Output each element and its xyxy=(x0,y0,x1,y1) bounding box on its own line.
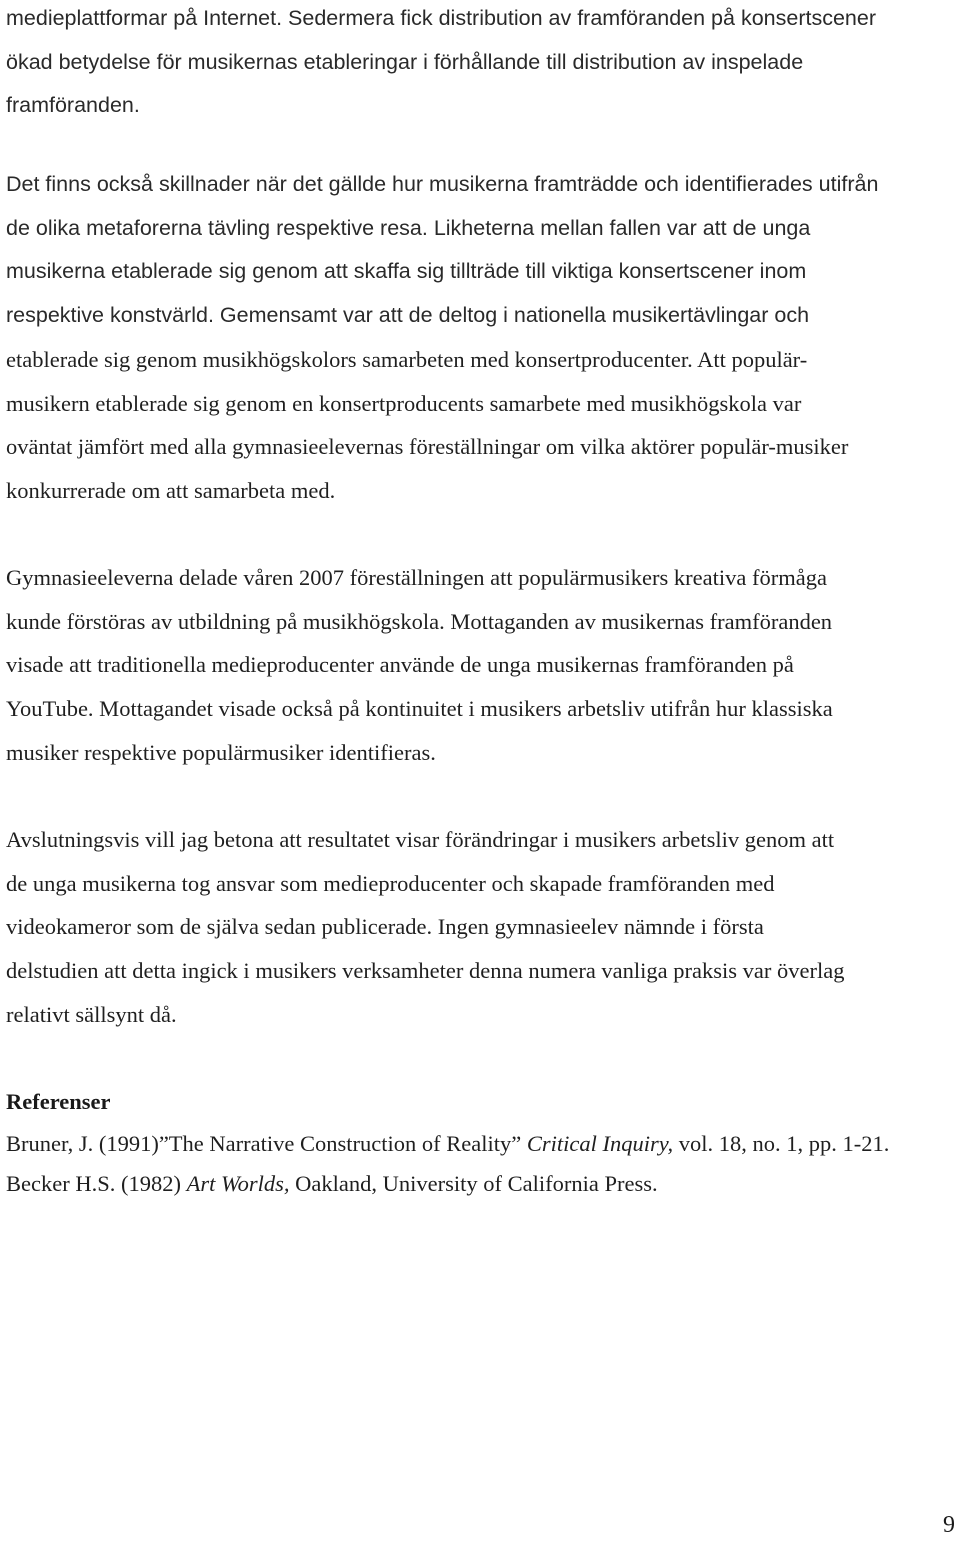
references-heading: Referenser xyxy=(6,1089,111,1114)
paragraph-4 xyxy=(6,818,844,1037)
paragraph-1 xyxy=(6,0,876,128)
paragraph-1-line-3: framföranden. xyxy=(6,93,140,118)
reference-1-journal: Critical Inquiry, xyxy=(526,1131,674,1156)
reference-2-details: Oakland, University of California Press. xyxy=(289,1171,658,1196)
paragraph-3-line-2: kunde förstöras av utbildning på musikhögskola. Mottaganden av musikernas framföranden xyxy=(6,608,833,634)
reference-item xyxy=(6,1164,889,1204)
paragraph-3-line-4: YouTube. Mottagandet visade också på kontinuitet i musikers arbetsliv utifrån hur klassiska xyxy=(6,696,833,722)
paragraph-2-line-4: respektive konstvärld. Gemensamt var att de deltog i nationella musikertävlingar och xyxy=(6,303,810,328)
paragraph-4-line-1: Avslutningsvis vill jag betona att resultatet visar förändringar i musikers arbetsliv genom att xyxy=(6,827,835,852)
paragraph-3 xyxy=(6,556,833,775)
paragraph-2-line-2: de olika metaforerna tävling respektive resa. Likheterna mellan fallen var att de unga xyxy=(6,215,811,240)
page-number: 9 xyxy=(943,1512,955,1538)
paragraph-2-line-7: oväntat jämfört med alla gymnasieelevernas föreställningar om vilka aktörer populär-musiker xyxy=(6,434,849,460)
paragraph-4-line-3: videokameror som de själva sedan publicerade. Ingen gymnasieelev nämnde i första xyxy=(6,914,764,940)
paragraph-3-line-5: musiker respektive populärmusiker identifieras. xyxy=(6,739,436,765)
paragraph-2-line-6: musikern etablerade sig genom en konsertproducents samarbete med musikhögskola var xyxy=(6,390,802,416)
reference-item xyxy=(6,1124,889,1164)
reference-2-title: Art Worlds, xyxy=(186,1171,290,1196)
reference-list xyxy=(6,1124,889,1204)
paragraph-3-line-3: visade att traditionella medieproducenter använde de unga musikernas framföranden på xyxy=(6,652,794,678)
paragraph-1-line-1: medieplattformar på Internet. Sedermera fick distribution av framföranden på konsertscener xyxy=(6,6,876,30)
reference-1-text: Bruner, J. (1991)”The Narrative Construction of Reality” xyxy=(6,1131,527,1156)
paragraph-4-line-4: delstudien att detta ingick i musikers verksamheter denna numera vanliga praksis var överlag xyxy=(6,958,845,984)
paragraph-2-line-1: Det finns också skillnader när det gällde hur musikerna framträdde och identifierades utifrån xyxy=(6,172,879,196)
reference-1-details: vol. 18, no. 1, pp. 1-21. xyxy=(673,1131,890,1156)
paragraph-1-line-2: ökad betydelse för musikernas etableringar i förhållande till distribution av inspelade xyxy=(6,49,804,74)
paragraph-4-line-2: de unga musikerna tog ansvar som medieproducenter och skapade framföranden med xyxy=(6,870,775,896)
paragraph-4-line-5: relativt sällsynt då. xyxy=(6,1001,177,1027)
paragraph-2-line-8: konkurrerade om att samarbeta med. xyxy=(6,477,336,503)
reference-2-text: Becker H.S. (1982) xyxy=(6,1171,187,1196)
paragraph-2-line-5: etablerade sig genom musikhögskolors samarbeten med konsertproducenter. Att populär- xyxy=(6,346,808,372)
paragraph-2-line-3: musikerna etablerade sig genom att skaffa sig tillträde till viktiga konsertscener inom xyxy=(6,259,807,284)
paragraph-2 xyxy=(6,163,878,513)
paragraph-3-line-1: Gymnasieeleverna delade våren 2007 föreställningen att populärmusikers kreativa förmåga xyxy=(6,565,827,590)
